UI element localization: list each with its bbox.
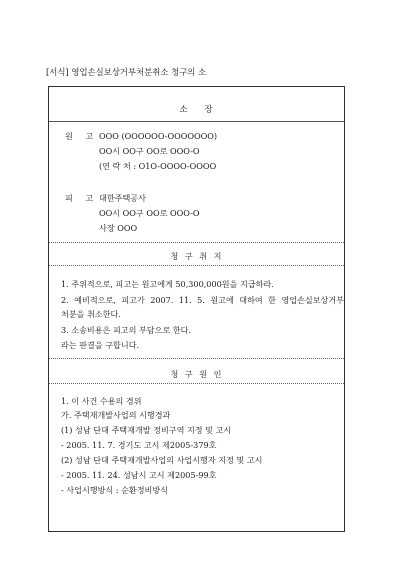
claim-purpose-item: 1. 주위적으로, 피고는 원고에게 50,300,000원을 지급하라. xyxy=(61,279,274,289)
claim-cause-line: - 2005. 11. 24. 성남시 고시 제2005-99호 xyxy=(61,470,217,480)
title-separator xyxy=(49,121,344,122)
defendant-name: 대한주택공사 xyxy=(99,193,146,203)
plaintiff-address: OO시 OO구 OO로 OOO-O xyxy=(99,146,200,156)
claim-cause-line: - 사업시행방식 : 순환정비방식 xyxy=(61,485,169,495)
plaintiff-name: OOO (OOOOOO-OOOOOOO) xyxy=(99,131,218,141)
defendant-representative: 사장 OOO xyxy=(99,223,138,233)
claim-cause-line: (1) 성남 단대 주택재개발 정비구역 지정 및 고시 xyxy=(61,425,232,435)
claim-cause-line: - 2005. 11. 7. 경기도 고시 제2005-379호 xyxy=(61,440,217,450)
plaintiff-label: 원 고 xyxy=(65,131,94,141)
section-separator xyxy=(49,358,344,359)
defendant-address: OO시 OO구 OO로 OOO-O xyxy=(99,208,200,218)
section-separator xyxy=(49,383,344,384)
defendant-label: 피 고 xyxy=(65,193,94,203)
claim-cause-title: 청 구 원 인 xyxy=(170,369,223,379)
claim-purpose-title: 청 구 취 지 xyxy=(170,251,223,261)
document-title: 소 장 xyxy=(179,105,214,115)
claim-purpose-item: 3. 소송비용은 피고의 부담으로 한다. xyxy=(61,325,192,335)
claim-purpose-closing: 라는 판결을 구합니다. xyxy=(61,340,140,350)
claim-cause-line: 1. 이 사건 수용의 경위 xyxy=(61,396,142,406)
document-heading: [서식] 영업손실보상거부처분취소 청구의 소 xyxy=(46,67,207,77)
claim-cause-line: (2) 성남 단대 주택재개발사업의 사업시행자 지정 및 고시 xyxy=(61,455,263,465)
section-separator xyxy=(49,265,344,266)
plaintiff-contact: (연 락 처 : O1O-OOOO-OOOO xyxy=(99,161,217,171)
complaint-form xyxy=(48,86,345,532)
section-separator xyxy=(49,242,344,243)
claim-cause-line: 가. 주택재개발사업의 시행경과 xyxy=(61,410,171,420)
claim-purpose-item: 2. 예비적으로, 피고가 2007. 11. 5. 원고에 대하여 한 영업손실보상거부 xyxy=(61,295,344,305)
claim-purpose-item: 처분을 취소한다. xyxy=(61,309,121,319)
